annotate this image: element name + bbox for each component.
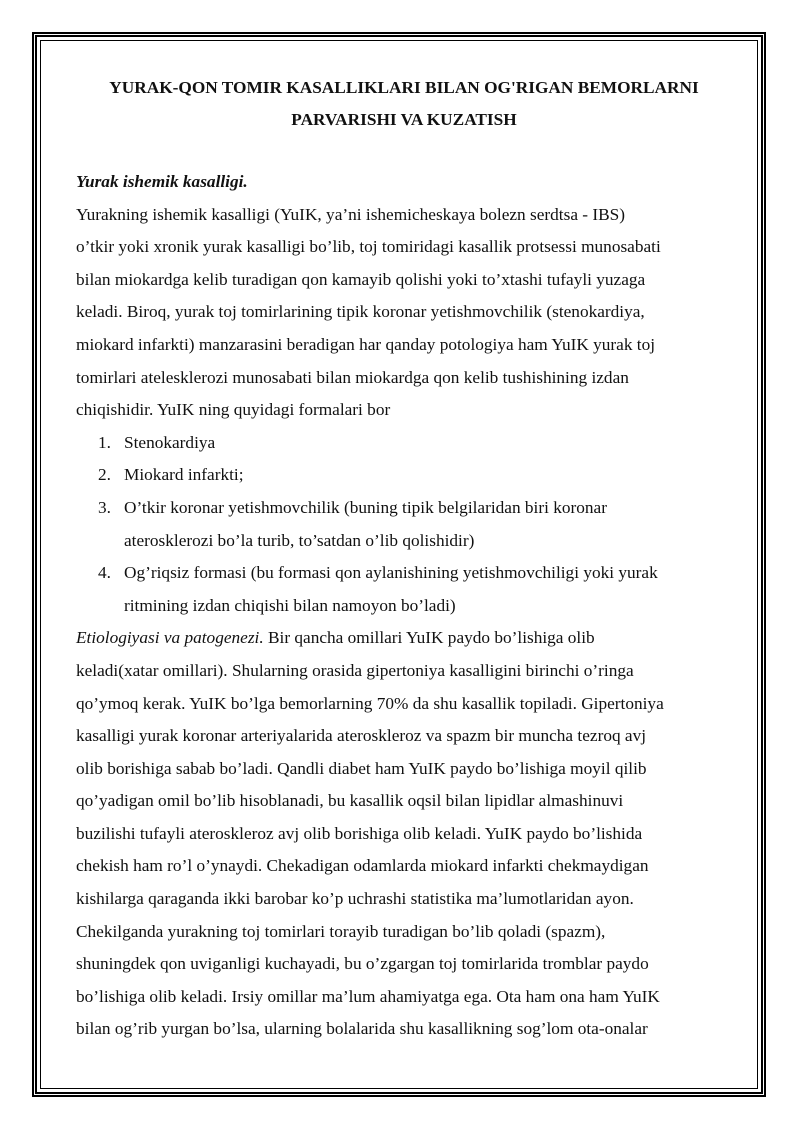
paragraph-line: kishilarga qaraganda ikki barobar ko’p uchrashi statistika ma’lumotlaridan ayon. — [76, 889, 634, 909]
paragraph-text: Bir qancha omillari YuIK paydo bo’lishiga olib — [263, 628, 595, 648]
paragraph-line: chekish ham ro’l o’ynaydi. Chekadigan odamlarda miokard infarkti chekmaydigan — [76, 856, 649, 876]
title-line: PARVARISHI VA KUZATISH — [291, 110, 517, 129]
list-item-text: Miokard infarkti; — [124, 465, 244, 485]
paragraph-line: Yurakning ishemik kasalligi (YuIK, ya’ni ishemicheskaya bolezn serdtsa - IBS) — [76, 204, 626, 224]
list-item — [76, 557, 728, 622]
list-item — [76, 492, 728, 557]
list-item-text: O’tkir koronar yetishmovchilik (buning tipik belgilaridan biri koronar — [124, 497, 607, 517]
paragraph-line: keladi(xatar omillari). Shularning orasida gipertoniya kasalligini birinchi o’ringa — [76, 660, 634, 680]
list-item — [76, 427, 728, 460]
paragraph-line: keladi. Biroq, yurak toj tomirlarining tipik koronar yetishmovchilik (stenokardiya, — [76, 302, 645, 322]
paragraph-line: Chekilganda yurakning toj tomirlari torayib turadigan bo’lib qoladi (spazm), — [76, 921, 606, 941]
paragraph-line: qo’yadigan omil bo’lib hisoblanadi, bu kasallik oqsil bilan lipidlar almashinuvi — [76, 791, 624, 811]
paragraph-line: kasalligi yurak koronar arteriyalarida ateroskleroz va spazm bir muncha tezroq avj — [76, 726, 647, 746]
etiology-paragraph — [76, 622, 728, 1046]
section-heading: Yurak ishemik kasalligi. — [76, 172, 248, 191]
list-item-number: 2. — [98, 465, 111, 485]
list-item-number: 4. — [98, 563, 111, 583]
paragraph-line: bilan miokardga kelib turadigan qon kamayib qolishi yoki to’xtashi tufayli yuzaga — [76, 269, 646, 289]
list-item-text: Og’riqsiz formasi (bu formasi qon aylanishining yetishmovchiligi yoki yurak — [124, 563, 658, 583]
list-item-text: Stenokardiya — [124, 432, 216, 452]
etiology-heading: Etiologiyasi va patogenezi. — [76, 628, 264, 648]
list-item — [76, 459, 728, 492]
paragraph-line: bilan og’rib yurgan bo’lsa, ularning bolalarida shu kasallikning sog’lom ota-onalar — [76, 1019, 648, 1039]
paragraph-line: tomirlari atelesklerozi munosabati bilan miokardga qon kelib tushishining izdan — [76, 367, 629, 387]
document-body — [76, 72, 728, 1046]
list-item-number: 3. — [98, 497, 111, 517]
document-title — [76, 72, 728, 136]
paragraph-line: bo’lishiga olib keladi. Irsiy omillar ma’lum ahamiyatga ega. Ota ham ona ham YuIK — [76, 986, 660, 1006]
paragraph-line: olib borishiga sabab bo’ladi. Qandli diabet ham YuIK paydo bo’lishiga moyil qilib — [76, 758, 647, 778]
forms-list — [76, 427, 728, 623]
paragraph-line: chiqishidir. YuIK ning quyidagi formalari bor — [76, 400, 391, 420]
paragraph-line: o’tkir yoki xronik yurak kasalligi bo’lib, toj tomiridagi kasallik protsessi munosabati — [76, 237, 661, 257]
list-item-text: aterosklerozi bo’la turib, to’satdan o’lib qolishidir) — [124, 530, 475, 550]
paragraph-line — [76, 622, 728, 655]
paragraph-line: qo’ymoq kerak. YuIK bo’lga bemorlarning 70% da shu kasallik topiladi. Gipertoniya — [76, 693, 664, 713]
paragraph-line: buzilishi tufayli ateroskleroz avj olib borishiga olib keladi. YuIK paydo bo’lishida — [76, 823, 643, 843]
list-item-text: ritmining izdan chiqishi bilan namoyon bo’ladi) — [124, 595, 456, 615]
list-item-number: 1. — [98, 432, 111, 452]
intro-paragraph — [76, 199, 728, 427]
title-line: YURAK-QON TOMIR KASALLIKLARI BILAN OG'RIGAN BEMORLARNI — [109, 78, 699, 97]
paragraph-line: shuningdek qon uviganligi kuchayadi, bu o’zgargan toj tomirlarida tromblar paydo — [76, 954, 649, 974]
paragraph-line: miokard infarkti) manzarasini beradigan har qanday potologiya ham YuIK yurak toj — [76, 334, 656, 354]
